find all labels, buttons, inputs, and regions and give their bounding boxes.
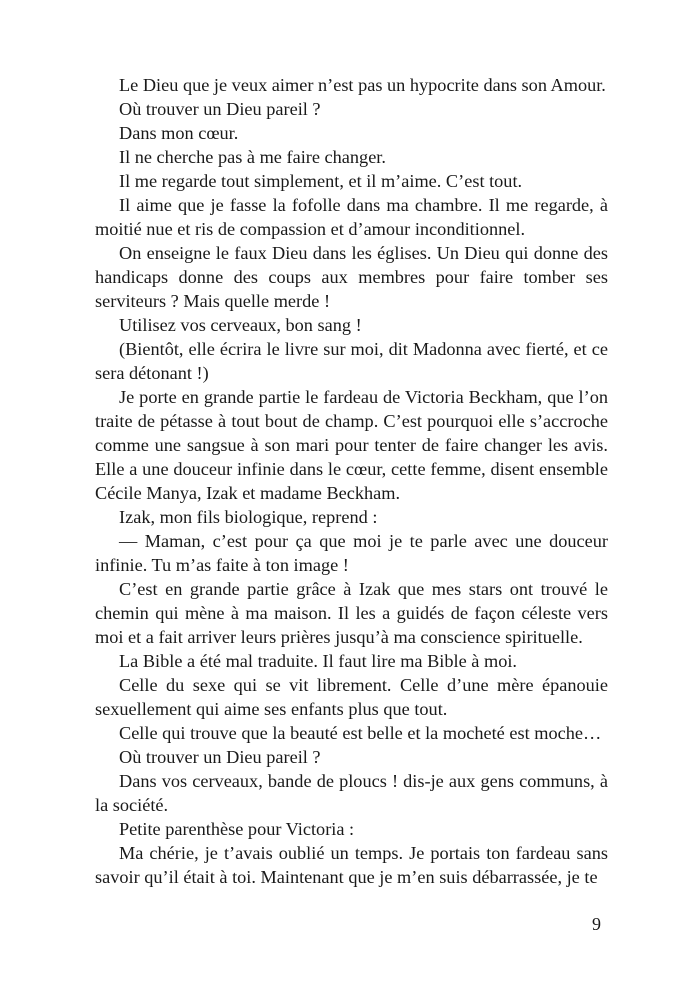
paragraph: C’est en grande partie grâce à Izak que mes stars ont trouvé le chemin qui mène à ma maison. Il les a guidés de façon céleste vers moi et a fait arriver leurs prières jusqu’à ma conscience spirituelle.	[95, 579, 608, 647]
paragraph: Celle du sexe qui se vit librement. Celle d’une mère épanouie sexuellement qui aime ses enfants plus que tout.	[95, 675, 608, 719]
paragraph: La Bible a été mal traduite. Il faut lire ma Bible à moi.	[119, 651, 517, 671]
paragraph: — Maman, c’est pour ça que moi je te parle avec une douceur infinie. Tu m’as faite à ton image !	[95, 531, 608, 575]
paragraph: On enseigne le faux Dieu dans les églises. Un Dieu qui donne des handicaps donne des coups aux membres pour faire tomber ses serviteurs ? Mais quelle merde !	[95, 243, 608, 311]
paragraph: Petite parenthèse pour Victoria :	[119, 819, 355, 839]
page-number: 9	[592, 914, 601, 934]
page-body	[95, 73, 608, 889]
paragraph: Le Dieu que je veux aimer n’est pas un hypocrite dans son Amour.	[119, 75, 606, 95]
paragraph: Dans vos cerveaux, bande de ploucs ! dis-je aux gens communs, à la société.	[95, 771, 608, 815]
paragraph: Izak, mon fils biologique, reprend :	[119, 507, 378, 527]
paragraph: Je porte en grande partie le fardeau de Victoria Beckham, que l’on traite de pétasse à tout bout de champ. C’est pourquoi elle s’accroche comme une sangsue à son mari pour tenter de faire changer les avis. Elle a une douceur infinie dans le cœur, cette femme, disent ensemble Cécile Manya, Izak et madame Beckham.	[95, 387, 608, 503]
paragraph: Ma chérie, je t’avais oublié un temps. Je portais ton fardeau sans savoir qu’il était à toi. Maintenant que je m’en suis débarrassée, je te	[95, 843, 608, 887]
paragraph: Où trouver un Dieu pareil ?	[119, 99, 321, 119]
paragraph: Utilisez vos cerveaux, bon sang !	[119, 315, 362, 335]
paragraph: Dans mon cœur.	[119, 123, 239, 143]
paragraph: Où trouver un Dieu pareil ?	[119, 747, 321, 767]
paragraph: Il aime que je fasse la fofolle dans ma chambre. Il me regarde, à moitié nue et ris de compassion et d’amour inconditionnel.	[95, 195, 608, 239]
paragraph: Il ne cherche pas à me faire changer.	[119, 147, 386, 167]
paragraph: (Bientôt, elle écrira le livre sur moi, dit Madonna avec fierté, et ce sera détonant !)	[95, 339, 608, 383]
paragraph: Il me regarde tout simplement, et il m’aime. C’est tout.	[119, 171, 523, 191]
paragraph: Celle qui trouve que la beauté est belle et la mocheté est moche…	[119, 723, 602, 743]
